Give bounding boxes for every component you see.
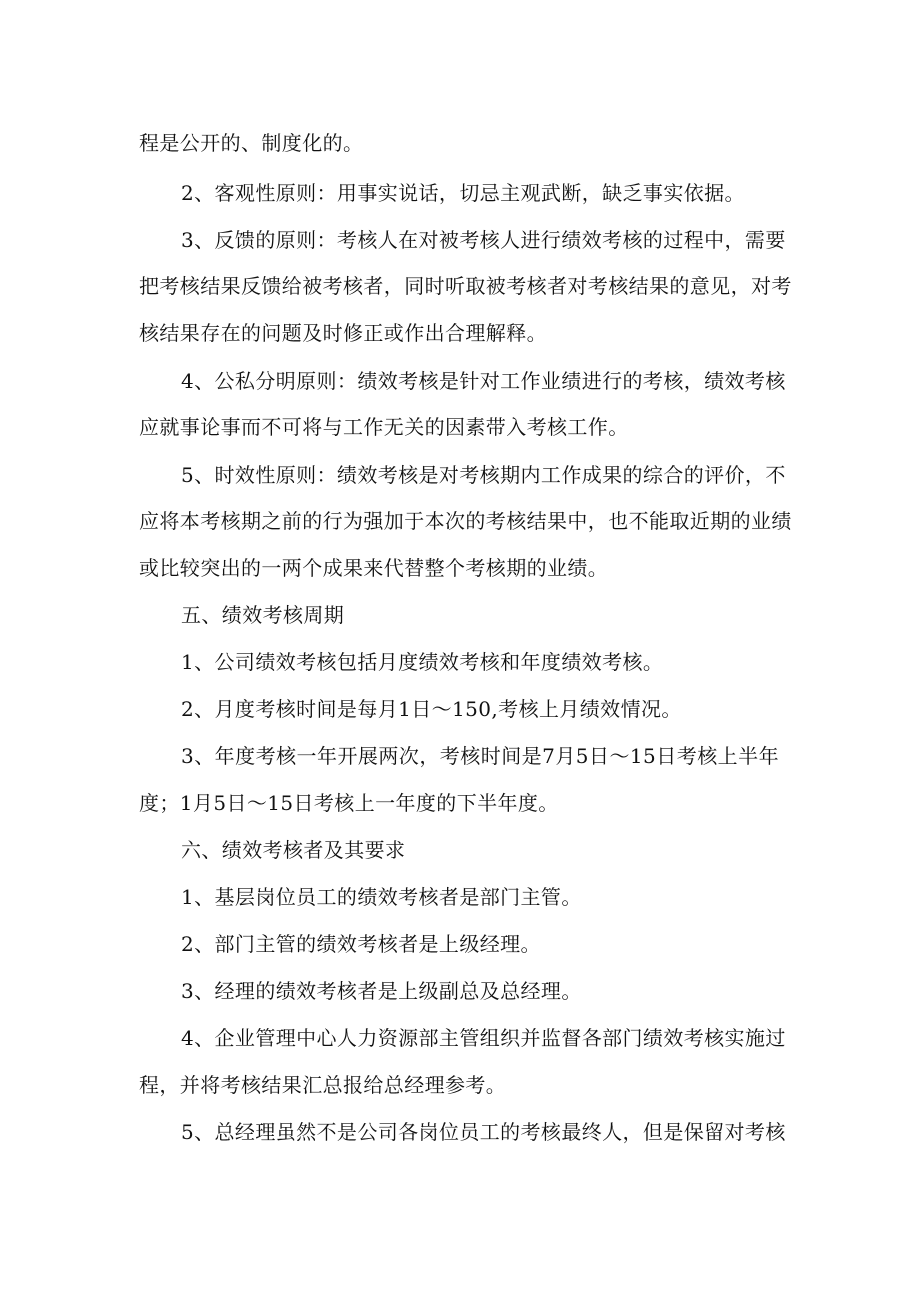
section-heading-5: 五、绩效考核周期 (181, 603, 345, 627)
principle-timeliness: 5、时效性原则：绩效考核是对考核期内工作成果的综合的评价，不 (181, 463, 786, 487)
assessor-item-3: 3、经理的绩效考核者是上级副总及总经理。 (181, 979, 582, 1003)
text-line-4: 把考核结果反馈给被考核者，同时听取被考核者对考核结果的意见，对考 (139, 274, 792, 298)
assessor-item-1: 1、基层岗位员工的绩效考核者是部门主管。 (181, 885, 582, 909)
principle-objectivity: 2、客观性原则：用事实说话，切忌主观武断，缺乏事实依据。 (181, 181, 745, 205)
assessor-item-5: 5、总经理虽然不是公司各岗位员工的考核最终人，但是保留对考核 (181, 1120, 786, 1144)
assessor-item-4: 4、企业管理中心人力资源部主管组织并监督各部门绩效考核实施过 (181, 1026, 786, 1050)
text-line-10: 或比较突出的一两个成果来代替整个考核期的业绩。 (139, 556, 609, 580)
cycle-item-3: 3、年度考核一年开展两次，考核时间是7月5日～15日考核上半年 (181, 744, 779, 768)
text-line-21: 程，并将考核结果汇总报给总经理参考。 (139, 1073, 507, 1097)
text-line-15: 度；1月5日～15日考核上一年度的下半年度。 (139, 791, 559, 815)
assessor-item-2: 2、部门主管的绩效考核者是上级经理。 (181, 932, 541, 956)
text-line-5: 核结果存在的问题及时修正或作出合理解释。 (139, 321, 547, 345)
principle-impartiality: 4、公私分明原则：绩效考核是针对工作业绩进行的考核，绩效考核 (181, 369, 786, 393)
section-heading-6: 六、绩效考核者及其要求 (181, 838, 406, 862)
text-line-1: 程是公开的、制度化的。 (139, 131, 364, 155)
cycle-item-2: 2、月度考核时间是每月1日～150,考核上月绩效情况。 (181, 697, 682, 721)
cycle-item-1: 1、公司绩效考核包括月度绩效考核和年度绩效考核。 (181, 650, 664, 674)
text-line-7: 应就事论事而不可将与工作无关的因素带入考核工作。 (139, 415, 629, 439)
principle-feedback: 3、反馈的原则：考核人在对被考核人进行绩效考核的过程中，需要 (181, 228, 786, 252)
text-line-9: 应将本考核期之前的行为强加于本次的考核结果中，也不能取近期的业绩 (139, 509, 792, 533)
